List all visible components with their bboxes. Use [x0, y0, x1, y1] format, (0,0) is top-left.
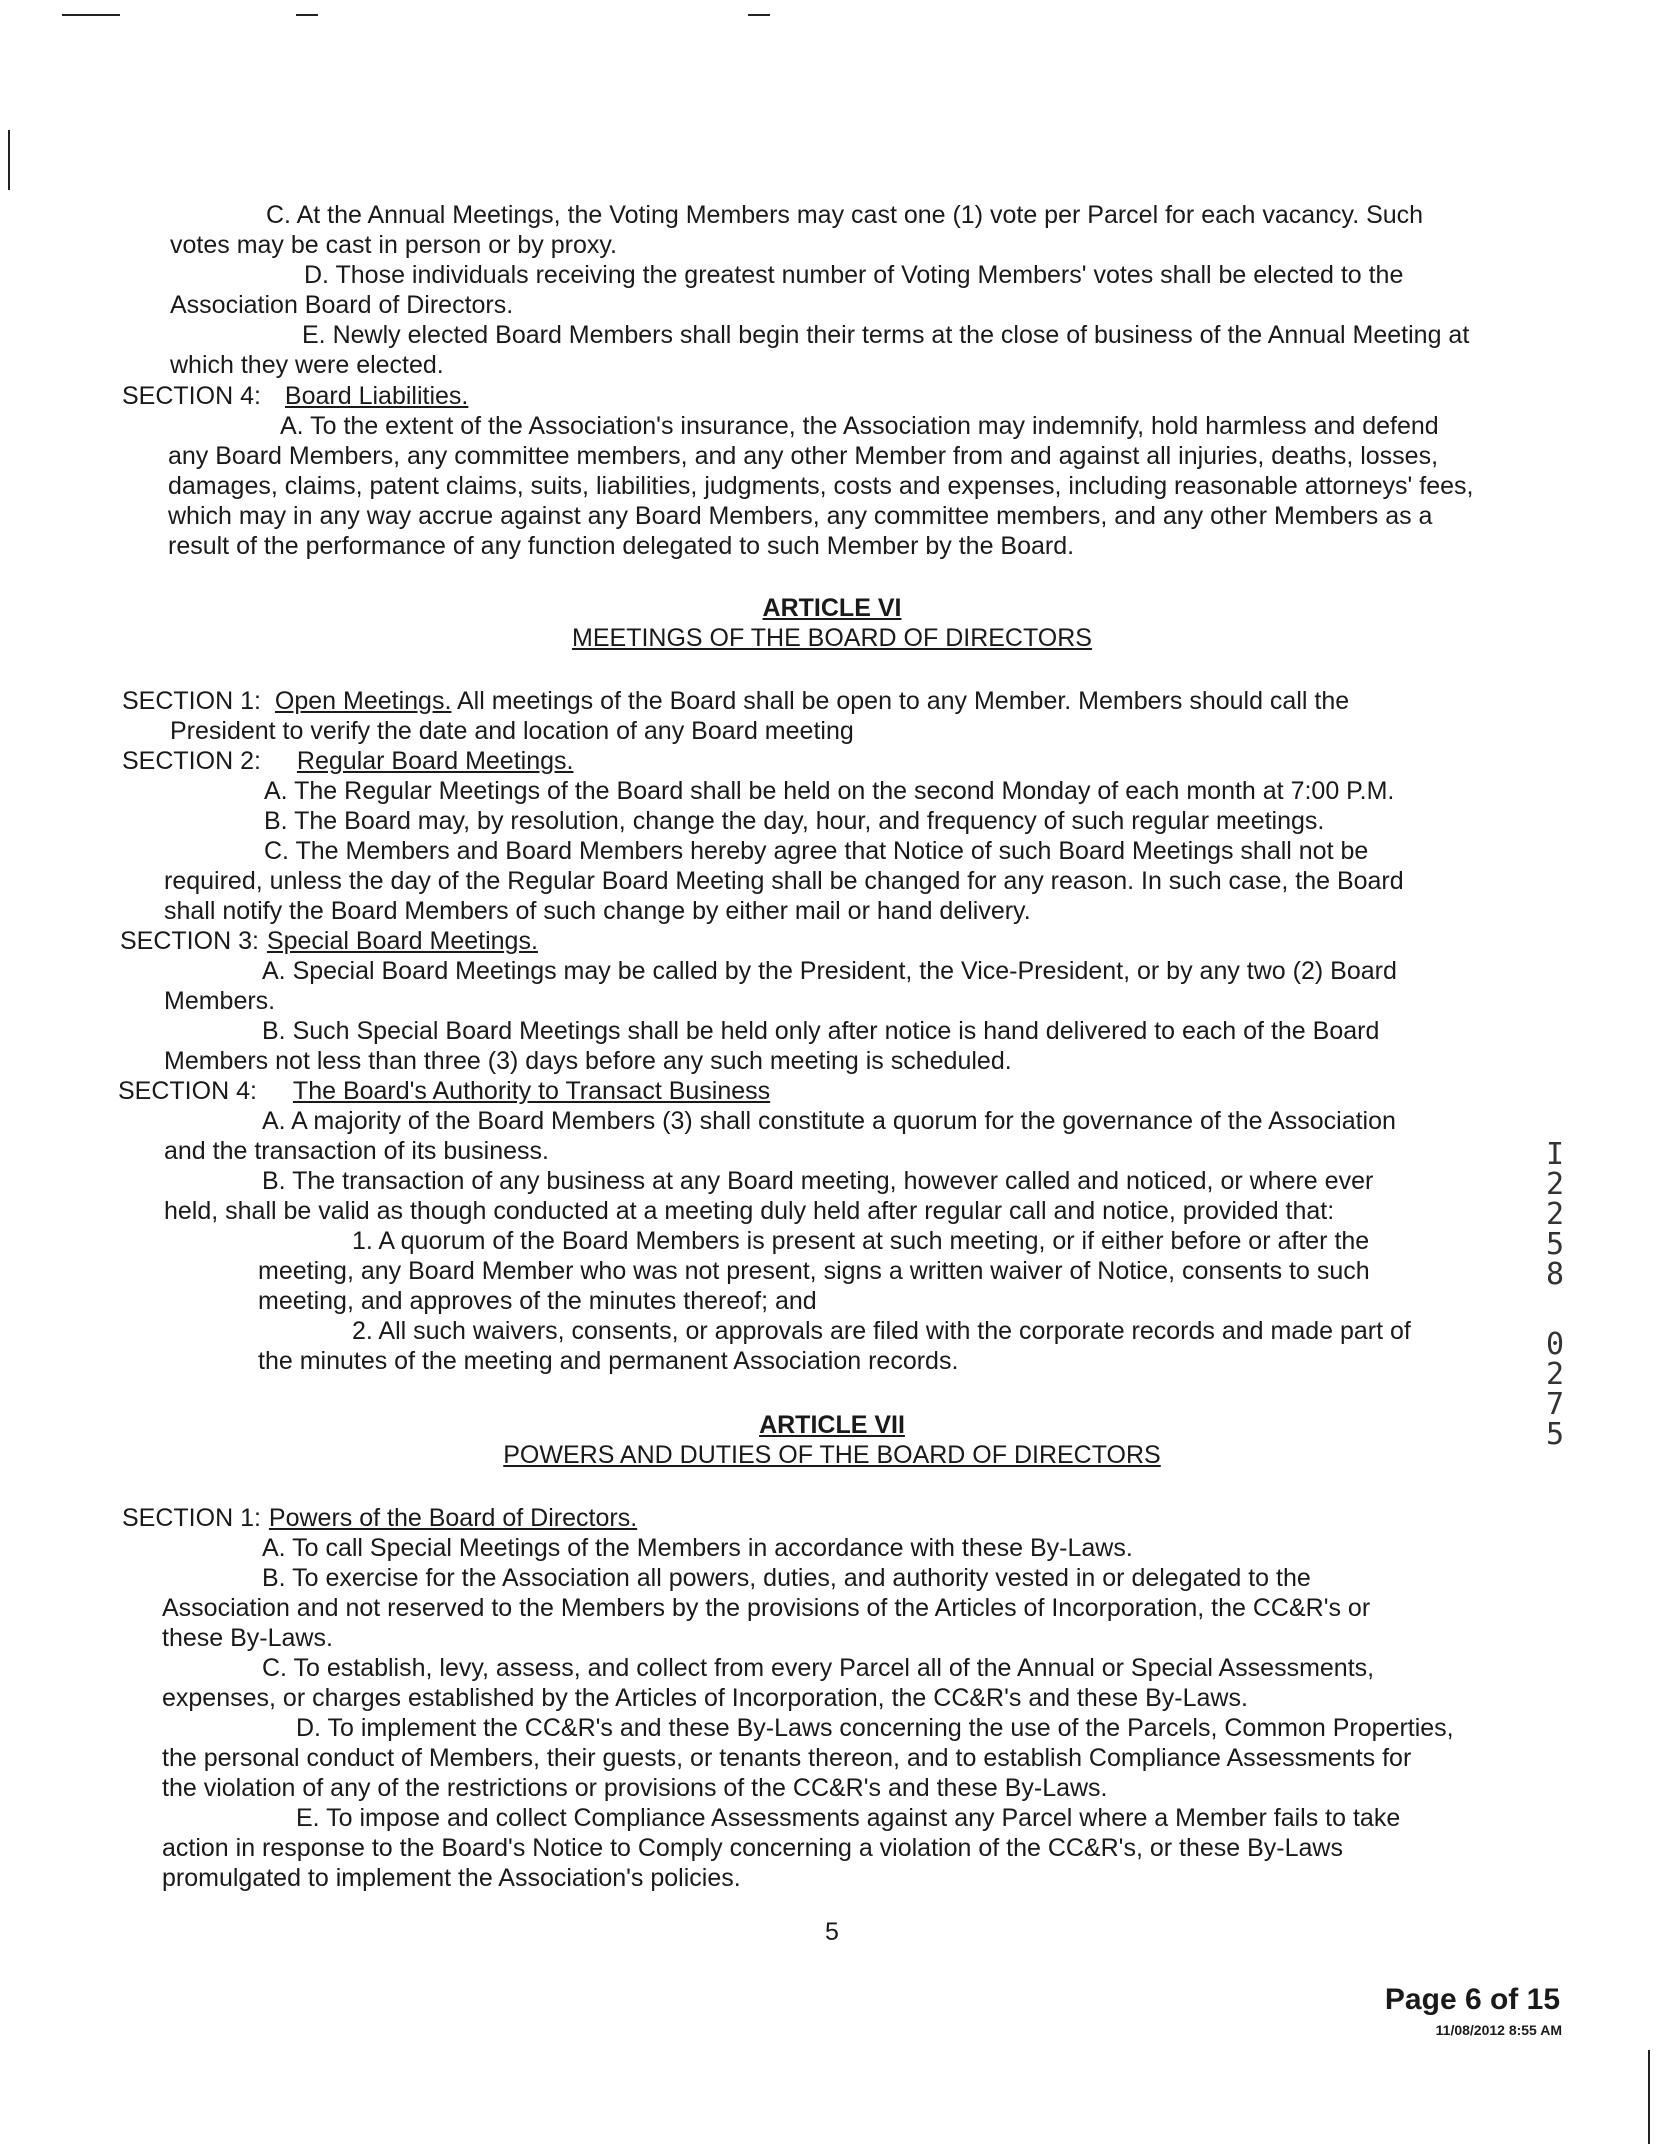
art7-c-line1: C. To establish, levy, assess, and collect from every Parcel all of the Annual or Special Assessments, — [262, 1654, 1375, 1682]
recording-stamp-char: 2 — [1545, 1197, 1565, 1232]
art7-e-line2: action in response to the Board's Notice to Comply concerning a violation of the CC&R's, or these By-Laws — [162, 1834, 1343, 1862]
art6-s4-a-line2: and the transaction of its business. — [164, 1137, 549, 1165]
art6-s2-c-line1: C. The Members and Board Members hereby agree that Notice of such Board Meetings shall not be — [264, 837, 1369, 865]
art6-s3-a-line1: A. Special Board Meetings may be called by the President, the Vice-President, or by any two (2) Board — [262, 957, 1397, 985]
art6-s2-c-line3: shall notify the Board Members of such change by either mail or hand delivery. — [164, 897, 1031, 925]
section-title: The Board's Authority to Transact Business — [292, 1077, 771, 1105]
art6-s3-b-line1: B. Such Special Board Meetings shall be held only after notice is hand delivered to each of the Board — [262, 1017, 1380, 1045]
sec5-d-line2: Association Board of Directors. — [170, 291, 514, 319]
section-title: Regular Board Meetings. — [296, 747, 574, 775]
scan-mark-top-1 — [62, 14, 120, 16]
art7-b-line2: Association and not reserved to the Members by the provisions of the Articles of Incorporation, the CC&R's or — [162, 1594, 1371, 1622]
article-6-subheading: MEETINGS OF THE BOARD OF DIRECTORS — [572, 624, 1092, 652]
recording-stamp-char: 5 — [1545, 1417, 1565, 1452]
art7-d-line1: D. To implement the CC&R's and these By-Laws concerning the use of the Parcels, Common Properties, — [296, 1714, 1454, 1742]
art6-s2-b: B. The Board may, by resolution, change the day, hour, and frequency of such regular meetings. — [264, 807, 1325, 835]
art6-section1-line2: President to verify the date and location of any Board meeting — [170, 717, 854, 745]
sec5-a-line5: result of the performance of any function delegated to such Member by the Board. — [168, 532, 1075, 560]
scan-mark-right-edge — [1648, 2050, 1650, 2144]
sec5-a-line4: which may in any way accrue against any Board Members, any committee members, and any other Members as a — [168, 502, 1433, 530]
art6-s4-b-line1: B. The transaction of any business at any Board meeting, however called and noticed, or where ever — [262, 1167, 1374, 1195]
art6-section3 — [120, 926, 538, 956]
art6-s3-a-line2: Members. — [164, 987, 276, 1015]
section-label: SECTION 2: — [122, 747, 261, 775]
sec5-e-line1: E. Newly elected Board Members shall begin their terms at the close of business of the Annual Meeting at — [302, 321, 1470, 349]
sec5-a-line3: damages, claims, patent claims, suits, liabilities, judgments, costs and expenses, including reasonable attorneys' fees, — [168, 472, 1474, 500]
scan-mark-top-2 — [296, 14, 318, 16]
art6-s4-2-line2: the minutes of the meeting and permanent Association records. — [258, 1347, 959, 1375]
section-text: All meetings of the Board shall be open to any Member. Members should call the — [451, 687, 1350, 715]
art7-d-line2: the personal conduct of Members, their guests, or tenants thereon, and to establish Compliance Assessments for — [162, 1744, 1412, 1772]
scan-mark-left-edge — [8, 130, 10, 190]
footer-timestamp: 11/08/2012 8:55 AM — [1435, 2022, 1562, 2038]
sec5-a-line2: any Board Members, any committee members, and any other Member from and against all injuries, deaths, losses, — [168, 442, 1439, 470]
art7-e-line3: promulgated to implement the Association's policies. — [162, 1864, 741, 1892]
sec5-e-line2: which they were elected. — [170, 351, 444, 379]
section-title: Powers of the Board of Directors. — [268, 1504, 638, 1532]
art6-s4-2-line1: 2. All such waivers, consents, or approvals are filed with the corporate records and made part of — [352, 1317, 1411, 1345]
section-label: SECTION 3: — [120, 927, 259, 955]
art6-section2 — [122, 746, 573, 776]
art6-s4-1-line2: meeting, any Board Member who was not present, signs a written waiver of Notice, consents to such — [258, 1257, 1370, 1285]
page-number: 5 — [825, 1918, 839, 1946]
art7-b-line3: these By-Laws. — [162, 1624, 333, 1652]
art6-section1 — [122, 686, 1349, 716]
sec5-a-line1: A. To the extent of the Association's insurance, the Association may indemnify, hold harmless and defend — [280, 412, 1439, 440]
footer-page-label: Page 6 of 15 — [1384, 1983, 1560, 2016]
art7-section1 — [122, 1503, 637, 1533]
sec5-d-line1: D. Those individuals receiving the greatest number of Voting Members' votes shall be elected to the — [304, 261, 1404, 289]
art7-a: A. To call Special Meetings of the Members in accordance with these By-Laws. — [262, 1534, 1133, 1562]
scan-mark-top-3 — [748, 14, 770, 16]
art6-s2-a: A. The Regular Meetings of the Board shall be held on the second Monday of each month at 7:00 P.M. — [264, 777, 1395, 805]
recording-stamp-char: 7 — [1545, 1387, 1565, 1422]
art6-s4-a-line1: A. A majority of the Board Members (3) shall constitute a quorum for the governance of the Association — [262, 1107, 1396, 1135]
art6-s4-1-line3: meeting, and approves of the minutes thereof; and — [258, 1287, 817, 1315]
article-7-subheading: POWERS AND DUTIES OF THE BOARD OF DIRECTORS — [503, 1441, 1161, 1469]
section-title: Board Liabilities. — [284, 382, 469, 410]
section-label: SECTION 1: — [122, 687, 261, 715]
art6-s4-1-line1: 1. A quorum of the Board Members is present at such meeting, or if either before or after the — [352, 1227, 1370, 1255]
art6-s3-b-line2: Members not less than three (3) days before any such meeting is scheduled. — [164, 1047, 1012, 1075]
art7-b-line1: B. To exercise for the Association all powers, duties, and authority vested in or delegated to the — [262, 1564, 1311, 1592]
article-6-heading: ARTICLE VI — [762, 594, 902, 622]
sec5-section4-heading — [122, 381, 468, 411]
art6-s4-b-line2: held, shall be valid as though conducted at a meeting duly held after regular call and notice, provided that: — [164, 1197, 1335, 1225]
sec5-c-line1: C. At the Annual Meetings, the Voting Members may cast one (1) vote per Parcel for each vacancy. Such — [266, 201, 1424, 229]
recording-stamp-char: I — [1545, 1137, 1565, 1172]
art6-s2-c-line2: required, unless the day of the Regular Board Meeting shall be changed for any reason. In such case, the Board — [164, 867, 1404, 895]
section-title: Special Board Meetings. — [266, 927, 538, 955]
section-label: SECTION 1: — [122, 1504, 261, 1532]
article-7-heading: ARTICLE VII — [759, 1411, 905, 1439]
sec5-c-line2: votes may be cast in person or by proxy. — [170, 231, 617, 259]
art7-e-line1: E. To impose and collect Compliance Assessments against any Parcel where a Member fails to take — [296, 1804, 1401, 1832]
recording-stamp-char: 5 — [1545, 1227, 1565, 1262]
art6-section4 — [118, 1076, 770, 1106]
recording-stamp-char: 0 — [1545, 1327, 1565, 1362]
recording-stamp-char: 2 — [1545, 1167, 1565, 1202]
art7-c-line2: expenses, or charges established by the Articles of Incorporation, the CC&R's and these By-Laws. — [162, 1684, 1248, 1712]
section-title: Open Meetings. — [274, 687, 452, 715]
recording-stamp-char: 2 — [1545, 1357, 1565, 1392]
section-label: SECTION 4: — [122, 382, 261, 410]
art7-d-line3: the violation of any of the restrictions or provisions of the CC&R's and these By-Laws. — [162, 1774, 1108, 1802]
section-label: SECTION 4: — [118, 1077, 257, 1105]
recording-stamp-char: 8 — [1545, 1257, 1565, 1292]
